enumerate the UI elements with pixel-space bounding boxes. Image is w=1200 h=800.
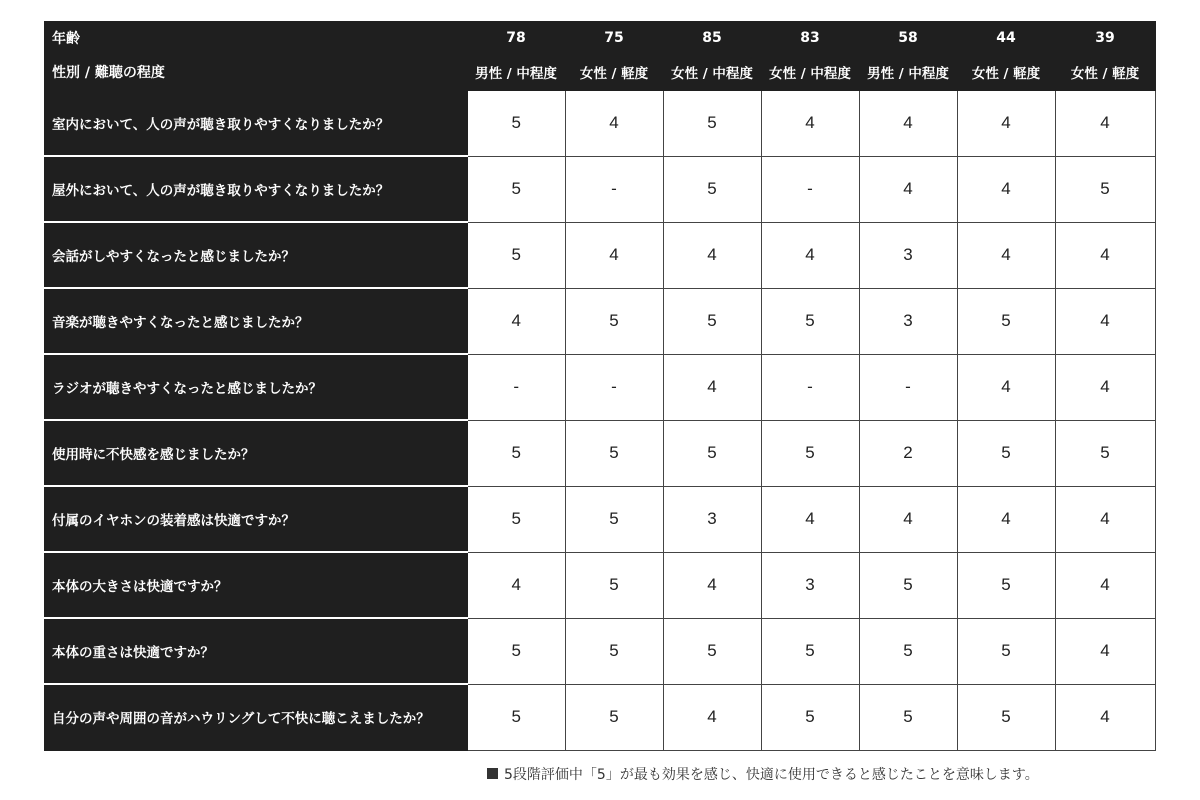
score-cell: - [565, 354, 663, 420]
age-cell: 83 [761, 22, 859, 53]
question-row [45, 684, 1155, 750]
score-cell: 3 [761, 552, 859, 618]
score-cell: 5 [957, 420, 1055, 486]
score-cell: 5 [761, 618, 859, 684]
question-label: 屋外において、人の声が聴き取りやすくなりましたか？ [45, 156, 467, 222]
score-cell: 5 [761, 684, 859, 750]
score-cell: 4 [663, 684, 761, 750]
score-cell: 5 [565, 684, 663, 750]
score-cell: - [859, 354, 957, 420]
score-cell: 5 [565, 288, 663, 354]
score-cell: 4 [859, 486, 957, 552]
score-cell: 5 [467, 420, 565, 486]
score-cell: - [565, 156, 663, 222]
score-cell: 4 [761, 90, 859, 156]
age-cell: 58 [859, 22, 957, 53]
profile-cell: 男性 / 中程度 [859, 53, 957, 90]
score-cell: 5 [467, 222, 565, 288]
profile-cell: 女性 / 軽度 [957, 53, 1055, 90]
question-label: 自分の声や周囲の音がハウリングして不快に聴こえましたか？ [45, 684, 467, 750]
score-cell: 3 [663, 486, 761, 552]
score-cell: 5 [663, 288, 761, 354]
score-cell: 4 [1055, 222, 1155, 288]
score-cell: 4 [761, 222, 859, 288]
question-label: 本体の重さは快適ですか？ [45, 618, 467, 684]
score-cell: 5 [467, 486, 565, 552]
score-cell: 4 [761, 486, 859, 552]
score-cell: 4 [1055, 354, 1155, 420]
score-cell: 4 [1055, 486, 1155, 552]
score-cell: 4 [1055, 552, 1155, 618]
score-cell: 5 [467, 618, 565, 684]
score-cell: 4 [663, 552, 761, 618]
question-label: 室内において、人の声が聴き取りやすくなりましたか？ [45, 90, 467, 156]
square-icon [487, 768, 498, 779]
score-cell: - [761, 354, 859, 420]
score-cell: 5 [859, 552, 957, 618]
score-cell: 2 [859, 420, 957, 486]
age-cell: 44 [957, 22, 1055, 53]
question-row [45, 288, 1155, 354]
score-cell: - [761, 156, 859, 222]
score-cell: 5 [565, 618, 663, 684]
rating-footnote [487, 764, 1039, 784]
score-cell: 5 [663, 156, 761, 222]
score-cell: 4 [859, 90, 957, 156]
question-label: 会話がしやすくなったと感じましたか？ [45, 222, 467, 288]
score-cell: 5 [957, 618, 1055, 684]
score-cell: 4 [859, 156, 957, 222]
score-cell: 4 [565, 222, 663, 288]
score-cell: 4 [663, 354, 761, 420]
score-cell: 5 [565, 420, 663, 486]
score-cell: 5 [467, 684, 565, 750]
age-cell: 75 [565, 22, 663, 53]
score-cell: 5 [467, 90, 565, 156]
age-cell: 85 [663, 22, 761, 53]
score-cell: 5 [859, 618, 957, 684]
profile-row [45, 53, 1155, 90]
score-cell: 5 [761, 420, 859, 486]
question-row [45, 156, 1155, 222]
question-row [45, 618, 1155, 684]
score-cell: 5 [957, 288, 1055, 354]
score-cell: 3 [859, 222, 957, 288]
score-cell: 5 [957, 552, 1055, 618]
footnote-text: 5段階評価中「5」が最も効果を感じ、快適に使用できると感じたことを意味します。 [504, 767, 1039, 783]
score-cell: 5 [565, 552, 663, 618]
survey-results-table [44, 21, 1156, 751]
question-label: 付属のイヤホンの装着感は快適ですか？ [45, 486, 467, 552]
question-row [45, 354, 1155, 420]
score-cell: 4 [957, 354, 1055, 420]
score-cell: 5 [565, 486, 663, 552]
score-cell: 4 [467, 288, 565, 354]
age-cell: 39 [1055, 22, 1155, 53]
profile-cell: 女性 / 中程度 [663, 53, 761, 90]
profile-cell: 男性 / 中程度 [467, 53, 565, 90]
question-row [45, 222, 1155, 288]
age-label: 年齢 [45, 22, 467, 53]
score-cell: 4 [957, 486, 1055, 552]
score-cell: 5 [467, 156, 565, 222]
score-cell: 4 [467, 552, 565, 618]
profile-label: 性別 / 難聴の程度 [45, 53, 467, 90]
score-cell: 5 [761, 288, 859, 354]
question-label: 本体の大きさは快適ですか？ [45, 552, 467, 618]
question-label: 使用時に不快感を感じましたか？ [45, 420, 467, 486]
question-row [45, 552, 1155, 618]
score-cell: 4 [1055, 618, 1155, 684]
score-cell: 4 [1055, 90, 1155, 156]
score-cell: 4 [565, 90, 663, 156]
score-cell: - [467, 354, 565, 420]
question-row [45, 420, 1155, 486]
question-label: 音楽が聴きやすくなったと感じましたか？ [45, 288, 467, 354]
score-cell: 5 [859, 684, 957, 750]
profile-cell: 女性 / 軽度 [1055, 53, 1155, 90]
score-cell: 5 [957, 684, 1055, 750]
profile-cell: 女性 / 軽度 [565, 53, 663, 90]
score-cell: 5 [663, 618, 761, 684]
score-cell: 5 [663, 420, 761, 486]
age-cell: 78 [467, 22, 565, 53]
score-cell: 4 [957, 90, 1055, 156]
score-cell: 4 [957, 222, 1055, 288]
score-cell: 5 [1055, 156, 1155, 222]
question-row [45, 486, 1155, 552]
age-row [45, 22, 1155, 53]
score-cell: 4 [663, 222, 761, 288]
score-cell: 4 [1055, 684, 1155, 750]
score-cell: 4 [1055, 288, 1155, 354]
score-cell: 3 [859, 288, 957, 354]
question-label: ラジオが聴きやすくなったと感じましたか？ [45, 354, 467, 420]
profile-cell: 女性 / 中程度 [761, 53, 859, 90]
score-cell: 5 [663, 90, 761, 156]
score-cell: 4 [957, 156, 1055, 222]
score-cell: 5 [1055, 420, 1155, 486]
question-row [45, 90, 1155, 156]
